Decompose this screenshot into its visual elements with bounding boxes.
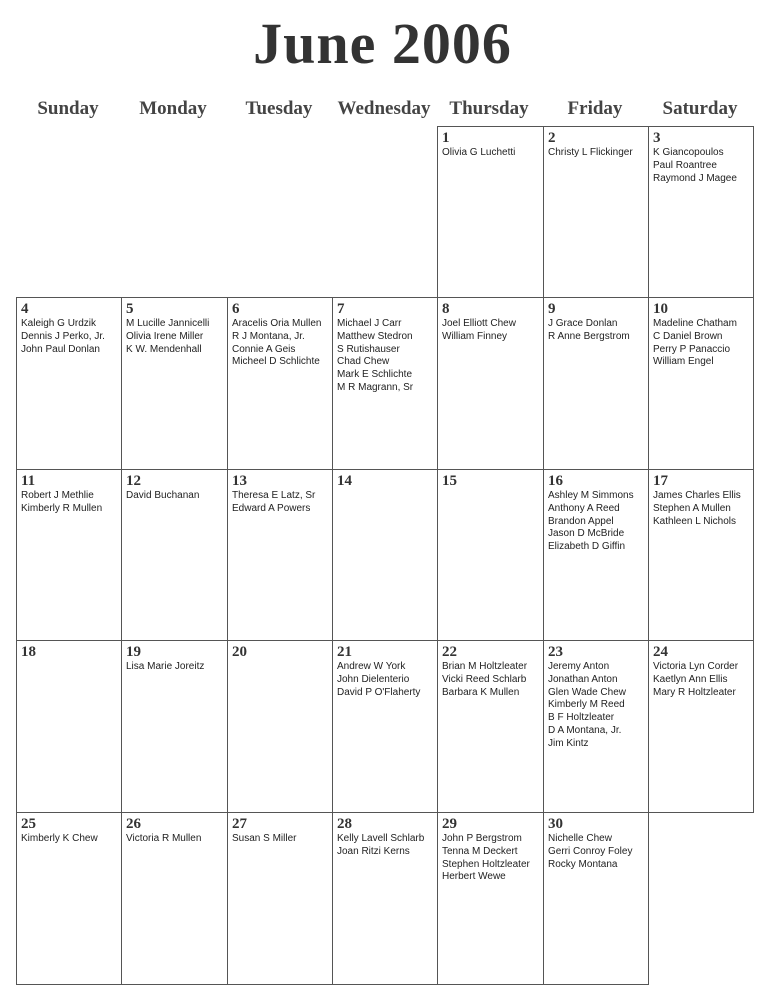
day-cell xyxy=(648,297,754,470)
name-entry: S Rutishauser xyxy=(337,343,400,355)
day-cell xyxy=(543,640,649,813)
day-cell xyxy=(543,469,649,641)
day-cell xyxy=(227,469,333,641)
name-entry: Kaleigh G Urdzik xyxy=(21,318,97,329)
day-cell xyxy=(648,640,754,813)
name-entry: K W. Mendenhall xyxy=(126,343,202,355)
day-number: 21 xyxy=(337,644,352,660)
name-entry: Kaetlyn Ann Ellis xyxy=(653,673,728,685)
name-entry: Matthew Stedron xyxy=(337,330,413,342)
name-list xyxy=(21,833,117,846)
weekday-tuesday: Tuesday xyxy=(245,98,313,119)
name-list xyxy=(442,661,539,699)
day-number: 10 xyxy=(653,301,668,317)
name-list xyxy=(442,833,539,884)
day-number: 3 xyxy=(653,130,661,146)
day-cell xyxy=(16,469,122,641)
day-cell xyxy=(16,640,122,813)
name-entry: B F Holtzleater xyxy=(548,712,615,724)
day-number: 9 xyxy=(548,301,556,317)
name-entry: Nichelle Chew xyxy=(548,833,612,844)
name-list xyxy=(548,318,644,344)
day-cell xyxy=(543,297,649,470)
name-entry: Mark E Schlichte xyxy=(337,369,413,381)
day-cell xyxy=(227,640,333,813)
day-number: 1 xyxy=(442,130,450,146)
day-cell xyxy=(543,126,649,298)
name-entry: Brandon Appel xyxy=(548,515,614,527)
day-cell xyxy=(227,812,333,985)
name-entry: Aracelis Oria Mullen xyxy=(232,318,322,329)
name-list xyxy=(126,318,223,356)
name-list xyxy=(653,490,749,528)
name-entry: Joan Ritzi Kerns xyxy=(337,845,410,857)
day-number: 24 xyxy=(653,644,668,660)
name-entry: Edward A Powers xyxy=(232,502,311,514)
name-entry: Jim Kintz xyxy=(548,737,589,749)
name-list xyxy=(442,147,539,160)
name-list xyxy=(548,661,644,751)
day-number: 22 xyxy=(442,644,457,660)
weekday-wednesday: Wednesday xyxy=(337,98,431,119)
day-number: 23 xyxy=(548,644,563,660)
name-entry: Kimberly K Chew xyxy=(21,833,98,844)
day-number: 30 xyxy=(548,816,563,832)
day-number: 16 xyxy=(548,473,563,489)
day-cell xyxy=(121,640,228,813)
name-entry: Ashley M Simmons xyxy=(548,490,634,501)
day-cell xyxy=(437,812,544,985)
name-list xyxy=(126,833,223,846)
name-list xyxy=(548,147,644,160)
name-entry: Victoria Lyn Corder xyxy=(653,661,739,672)
day-number: 28 xyxy=(337,816,352,832)
name-entry: John Dielenterio xyxy=(337,673,410,685)
name-entry: D A Montana, Jr. xyxy=(548,724,622,736)
name-entry: Mary R Holtzleater xyxy=(653,686,736,698)
day-cell xyxy=(332,640,438,813)
name-entry: Theresa E Latz, Sr xyxy=(232,490,316,501)
day-cell xyxy=(121,812,228,985)
day-number: 4 xyxy=(21,301,29,317)
day-number: 25 xyxy=(21,816,36,832)
name-entry: M R Magrann, Sr xyxy=(337,381,414,393)
name-list xyxy=(126,490,223,503)
name-entry: Dennis J Perko, Jr. xyxy=(21,330,105,342)
name-entry: Madeline Chatham xyxy=(653,318,737,329)
name-entry: Kimberly M Reed xyxy=(548,699,625,711)
name-list xyxy=(232,318,328,369)
name-entry: K Giancopoulos xyxy=(653,147,724,158)
name-entry: John Paul Donlan xyxy=(21,343,100,355)
name-entry: Jason D McBride xyxy=(548,528,625,540)
name-list xyxy=(653,661,749,699)
name-entry: David P O'Flaherty xyxy=(337,686,421,698)
name-entry: Lisa Marie Joreitz xyxy=(126,661,205,672)
day-number: 8 xyxy=(442,301,450,317)
day-cell xyxy=(437,469,544,641)
name-list xyxy=(653,318,749,369)
name-entry: Perry P Panaccio xyxy=(653,343,731,355)
name-entry: C Daniel Brown xyxy=(653,330,723,342)
name-entry: Anthony A Reed xyxy=(548,502,620,514)
name-entry: Elizabeth D Giffin xyxy=(548,541,626,553)
day-cell xyxy=(16,812,122,985)
name-entry: Herbert Wewe xyxy=(442,871,506,883)
day-cell xyxy=(437,126,544,298)
day-cell xyxy=(121,469,228,641)
name-list xyxy=(21,490,117,516)
name-entry: Kathleen L Nichols xyxy=(653,515,737,527)
name-entry: Gerri Conroy Foley xyxy=(548,845,633,857)
day-number: 18 xyxy=(21,644,36,660)
name-list xyxy=(653,147,749,185)
name-entry: Barbara K Mullen xyxy=(442,686,520,698)
name-list xyxy=(548,490,644,554)
name-list xyxy=(232,833,328,846)
weekday-monday: Monday xyxy=(139,98,207,119)
day-number: 5 xyxy=(126,301,134,317)
day-cell xyxy=(648,469,754,641)
name-list xyxy=(126,661,223,674)
name-entry: Paul Roantree xyxy=(653,159,717,171)
name-entry: Micheel D Schlichte xyxy=(232,356,320,368)
day-number: 12 xyxy=(126,473,141,489)
name-entry: Jonathan Anton xyxy=(548,673,618,685)
name-entry: Jeremy Anton xyxy=(548,661,610,672)
day-cell xyxy=(16,297,122,470)
name-list xyxy=(21,318,117,356)
name-list xyxy=(337,833,433,859)
name-entry: Olivia Irene Miller xyxy=(126,330,204,342)
name-entry: R J Montana, Jr. xyxy=(232,330,305,342)
name-list xyxy=(442,318,539,344)
name-list xyxy=(337,318,433,395)
name-entry: R Anne Bergstrom xyxy=(548,330,630,342)
day-number: 2 xyxy=(548,130,556,146)
name-entry: Victoria R Mullen xyxy=(126,833,202,844)
name-list xyxy=(337,661,433,699)
name-entry: Joel Elliott Chew xyxy=(442,318,516,329)
day-number: 7 xyxy=(337,301,345,317)
name-entry: William Engel xyxy=(653,356,714,368)
name-entry: James Charles Ellis xyxy=(653,490,741,501)
day-number: 15 xyxy=(442,473,457,489)
calendar-title: June 2006 xyxy=(253,11,512,76)
day-number: 20 xyxy=(232,644,247,660)
day-cell xyxy=(332,812,438,985)
name-entry: Chad Chew xyxy=(337,356,390,368)
name-entry: J Grace Donlan xyxy=(548,318,618,329)
name-entry: Glen Wade Chew xyxy=(548,686,626,698)
day-number: 6 xyxy=(232,301,240,317)
name-entry: Vicki Reed Schlarb xyxy=(442,673,527,685)
name-entry: Christy L Flickinger xyxy=(548,147,633,158)
name-entry: Olivia G Luchetti xyxy=(442,147,516,158)
name-entry: Tenna M Deckert xyxy=(442,845,518,857)
name-entry: Susan S Miller xyxy=(232,833,297,844)
name-entry: John P Bergstrom xyxy=(442,833,522,844)
day-cell xyxy=(227,297,333,470)
day-cell xyxy=(121,297,228,470)
day-number: 19 xyxy=(126,644,141,660)
name-entry: Raymond J Magee xyxy=(653,172,737,184)
day-number: 14 xyxy=(337,473,352,489)
name-entry: Robert J Methlie xyxy=(21,490,94,501)
name-entry: William Finney xyxy=(442,330,508,342)
day-cell xyxy=(332,469,438,641)
weekday-friday: Friday xyxy=(567,98,623,119)
day-number: 13 xyxy=(232,473,247,489)
name-entry: Kelly Lavell Schlarb xyxy=(337,833,425,844)
name-entry: M Lucille Jannicelli xyxy=(126,318,210,329)
weekday-sunday: Sunday xyxy=(37,98,99,119)
day-cell xyxy=(437,297,544,470)
day-number: 11 xyxy=(21,473,36,489)
day-number: 26 xyxy=(126,816,141,832)
day-number: 17 xyxy=(653,473,668,489)
day-number: 27 xyxy=(232,816,247,832)
day-cell xyxy=(332,297,438,470)
name-entry: Stephen A Mullen xyxy=(653,502,731,514)
name-entry: Michael J Carr xyxy=(337,318,402,329)
weekday-saturday: Saturday xyxy=(662,98,738,119)
day-cell xyxy=(543,812,649,985)
weekday-thursday: Thursday xyxy=(449,98,529,119)
name-entry: Kimberly R Mullen xyxy=(21,502,103,514)
day-number: 29 xyxy=(442,816,457,832)
day-cell xyxy=(437,640,544,813)
name-entry: David Buchanan xyxy=(126,490,200,501)
name-entry: Andrew W York xyxy=(337,661,406,672)
day-cell xyxy=(648,126,754,298)
name-entry: Stephen Holtzleater xyxy=(442,858,530,870)
name-list xyxy=(548,833,644,871)
name-entry: Connie A Geis xyxy=(232,343,296,355)
name-entry: Brian M Holtzleater xyxy=(442,661,528,672)
name-list xyxy=(232,490,328,516)
name-entry: Rocky Montana xyxy=(548,858,618,870)
